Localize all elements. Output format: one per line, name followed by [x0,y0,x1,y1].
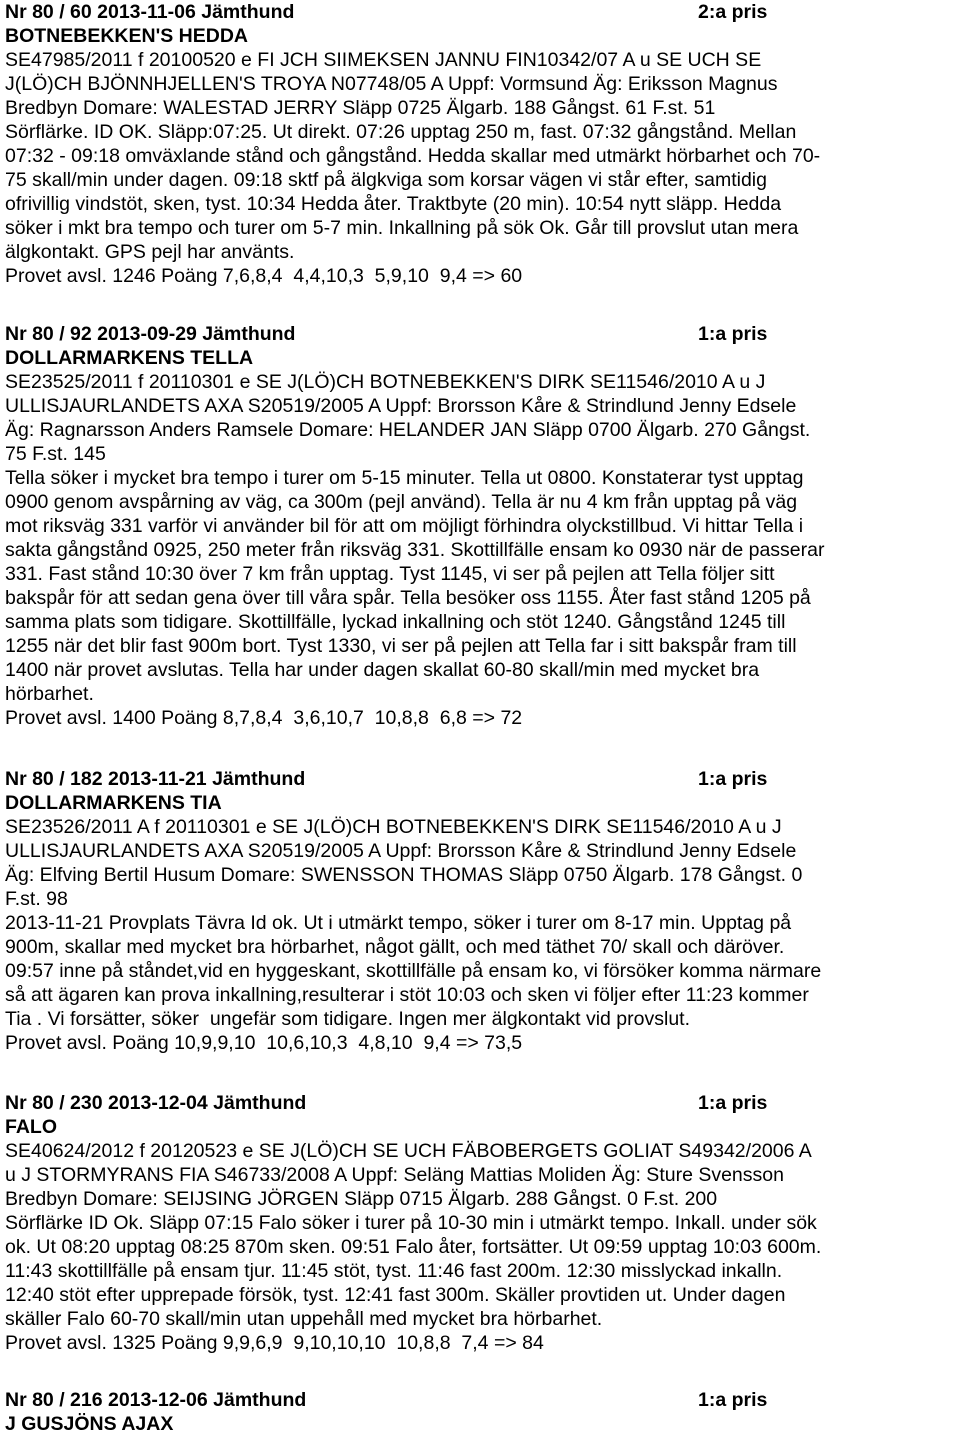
description-line: söker i mkt bra tempo och turer om 5-7 min. Inkallning på sök Ok. Går till provslut utan mera [5,217,799,239]
trial-entry [5,322,955,730]
description-line: Tia . Vi forsätter, söker ungefär som tidigare. Ingen mer älgkontakt vid provslut. [5,1008,690,1030]
entry-header [5,322,955,346]
description-line: ULLISJAURLANDETS AXA S20519/2005 A Uppf: Brorsson Kåre & Strindlund Jenny Edsele [5,395,797,417]
description-line: 1400 när provet avslutas. Tella har under dagen skallat 60-80 skall/min med mycket bra [5,659,760,681]
description-line: J(LÖ)CH BJÖNNHJELLEN'S TROYA N07748/05 A Uppf: Vormsund Äg: Eriksson Magnus [5,73,778,95]
description-line: 75 F.st. 145 [5,443,106,465]
description-line: hörbarhet. [5,683,94,705]
trial-entry [5,767,955,1055]
description-line: 900m, skallar med mycket bra hörbarhet, något gällt, och med täthet 70/ skall och däröver. [5,936,785,958]
description-line: F.st. 98 [5,888,68,910]
dog-name: BOTNEBEKKEN'S HEDDA [5,25,248,47]
entry-number-date-breed: Nr 80 / 216 2013-12-06 Jämthund [5,1389,307,1411]
description-line: skäller Falo 60-70 skall/min utan uppehåll med mycket bra hörbarhet. [5,1308,603,1330]
entry-header [5,1388,955,1412]
description-line: älgkontakt. GPS pejl har använts. [5,241,295,263]
description-line: Bredbyn Domare: SEIJSING JÖRGEN Släpp 0715 Älgarb. 288 Gångst. 0 F.st. 200 [5,1188,718,1210]
prize-label: 1:a pris [698,768,768,790]
entry-number-date-breed: Nr 80 / 92 2013-09-29 Jämthund [5,323,296,345]
entry-header [5,0,955,24]
description-line: 75 skall/min under dagen. 09:18 sktf på älgkviga som korsar vägen vi står efter, samtidig [5,169,767,191]
entry-number-date-breed: Nr 80 / 60 2013-11-06 Jämthund [5,1,295,23]
prize-label: 2:a pris [698,1,768,23]
entry-header [5,1091,955,1115]
dog-name: DOLLARMARKENS TELLA [5,347,254,369]
trial-entry [5,1388,955,1436]
dog-name: J GUSJÖNS AJAX [5,1413,174,1435]
description-line: samma plats som tidigare. Skottillfälle, lyckad inkallning och stöt 1240. Gångstånd 1245 till [5,611,786,633]
score-line: Provet avsl. 1400 Poäng 8,7,8,4 3,6,10,7 10,8,8 6,8 => 72 [5,707,523,729]
description-line: u J STORMYRANS FIA S46733/2008 A Uppf: Seläng Mattias Moliden Äg: Sture Svensson [5,1164,784,1186]
description-line: bakspår för att sedan gena över till våra spår. Tella besöker oss 1155. Åter fast stånd 1205 på [5,587,811,609]
description-line: SE23526/2011 A f 20110301 e SE J(LÖ)CH BOTNEBEKKEN'S DIRK SE11546/2010 A u J [5,816,782,838]
description-line: så att ägaren kan prova inkallning,resulterar i stöt 10:03 och sken vi följer efter 11:23 kommer [5,984,809,1006]
description-line: 1255 när det blir fast 900m bort. Tyst 1330, vi ser på pejlen att Tella far i sitt bakspår fram till [5,635,797,657]
prize-label: 1:a pris [698,1389,768,1411]
prize-label: 1:a pris [698,1092,768,1114]
description-line: Äg: Elfving Bertil Husum Domare: SWENSSON THOMAS Släpp 0750 Älgarb. 178 Gångst. 0 [5,864,803,886]
description-line: 07:32 - 09:18 omväxlande stånd och gångstånd. Hedda skallar med utmärkt hörbarhet och 70- [5,145,821,167]
dog-name: FALO [5,1116,57,1138]
description-line: SE47985/2011 f 20100520 e FI JCH SIIMEKSEN JANNU FIN10342/07 A u SE UCH SE [5,49,762,71]
score-line: Provet avsl. 1246 Poäng 7,6,8,4 4,4,10,3 5,9,10 9,4 => 60 [5,265,523,287]
score-line: Provet avsl. Poäng 10,9,9,10 10,6,10,3 4,8,10 9,4 => 73,5 [5,1032,523,1054]
description-line: 09:57 inne på ståndet,vid en hyggeskant, skottillfälle på ensam ko, vi försöker komma närmare [5,960,822,982]
trial-entry [5,0,955,288]
description-line: ULLISJAURLANDETS AXA S20519/2005 A Uppf: Brorsson Kåre & Strindlund Jenny Edsele [5,840,797,862]
description-line: sakta gångstånd 0925, 250 meter från riksväg 331. Skottillfälle ensam ko 0930 när de passerar [5,539,825,561]
description-line: mot riksväg 331 varför vi använder bil för att om möjligt förhindra olyckstillbud. Vi hittar Tella i [5,515,804,537]
description-line: ofrivillig vindstöt, sken, tyst. 10:34 Hedda åter. Traktbyte (20 min). 10:54 nytt släpp. Hedda [5,193,782,215]
description-line: Bredbyn Domare: WALESTAD JERRY Släpp 0725 Älgarb. 188 Gångst. 61 F.st. 51 [5,97,716,119]
description-line: Sörflärke. ID OK. Släpp:07:25. Ut direkt. 07:26 upptag 250 m, fast. 07:32 gångstånd. Mellan [5,121,797,143]
description-line: SE23525/2011 f 20110301 e SE J(LÖ)CH BOTNEBEKKEN'S DIRK SE11546/2010 A u J [5,371,766,393]
entry-number-date-breed: Nr 80 / 182 2013-11-21 Jämthund [5,768,306,790]
trial-entry [5,1091,955,1355]
entry-number-date-breed: Nr 80 / 230 2013-12-04 Jämthund [5,1092,307,1114]
description-line: ok. Ut 08:20 upptag 08:25 870m sken. 09:51 Falo åter, fortsätter. Ut 09:59 upptag 10:03 600m. [5,1236,822,1258]
description-line: 0900 genom avspårning av väg, ca 300m (pejl använd). Tella är nu 4 km från upptag på väg [5,491,798,513]
description-line: 11:43 skottillfälle på ensam tjur. 11:45 stöt, tyst. 11:46 fast 200m. 12:30 misslyckad inkalln. [5,1260,783,1282]
description-line: SE40624/2012 f 20120523 e SE J(LÖ)CH SE UCH FÄBOBERGETS GOLIAT S49342/2006 A [5,1140,812,1162]
description-line: Sörflärke ID Ok. Släpp 07:15 Falo söker i turer på 10-30 min i utmärkt tempo. Inkall. under sök [5,1212,817,1234]
description-line: Äg: Ragnarsson Anders Ramsele Domare: HELANDER JAN Släpp 0700 Älgarb. 270 Gångst. [5,419,811,441]
description-line: 2013-11-21 Provplats Tävra Id ok. Ut i utmärkt tempo, söker i turer om 8-17 min. Upptag på [5,912,792,934]
description-line: Tella söker i mycket bra tempo i turer om 5-15 minuter. Tella ut 0800. Konstaterar tyst upptag [5,467,804,489]
score-line: Provet avsl. 1325 Poäng 9,9,6,9 9,10,10,10 10,8,8 7,4 => 84 [5,1332,544,1354]
description-line: 12:40 stöt efter upprepade försök, tyst. 12:41 fast 300m. Skäller provtiden ut. Under dagen [5,1284,786,1306]
description-line: 331. Fast stånd 10:30 över 7 km från upptag. Tyst 1145, vi ser på pejlen att Tella följer sitt [5,563,775,585]
entry-header [5,767,955,791]
dog-name: DOLLARMARKENS TIA [5,792,222,814]
prize-label: 1:a pris [698,323,768,345]
